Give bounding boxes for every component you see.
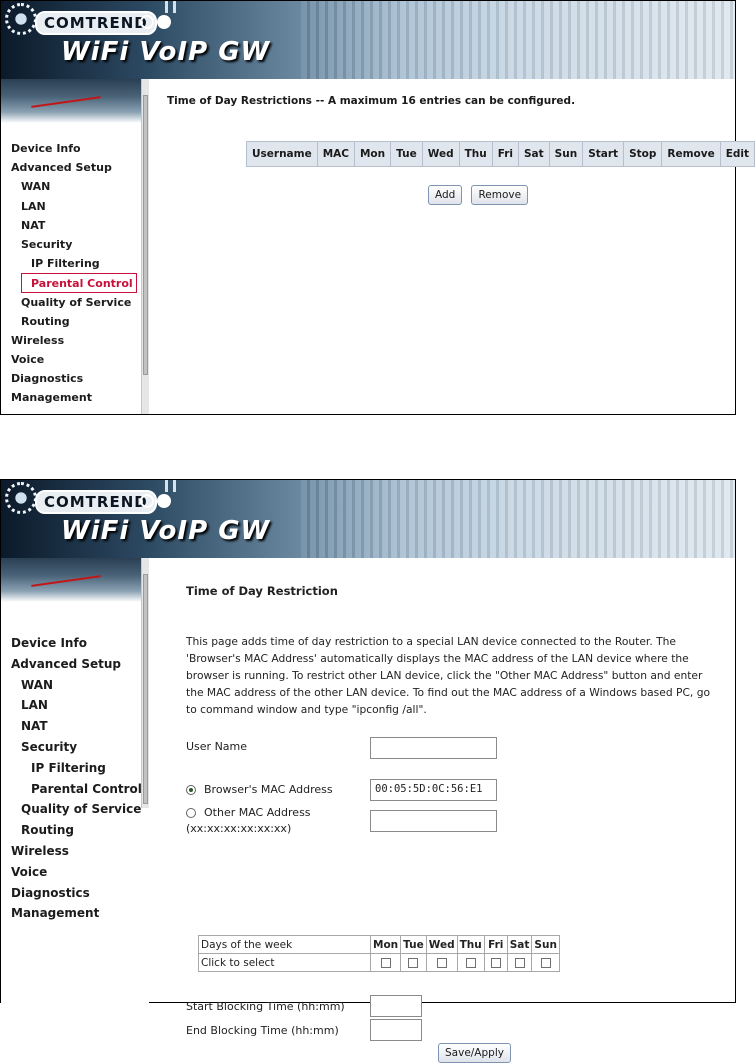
nav-parental-control[interactable]: Parental Control	[31, 781, 142, 796]
column-header: Fri	[492, 142, 518, 167]
sun-checkbox[interactable]	[541, 958, 551, 968]
nav-nat[interactable]: NAT	[21, 218, 46, 232]
sidebar-art	[1, 79, 141, 123]
days-checkbox-row	[199, 954, 560, 972]
remove-button[interactable]: Remove	[471, 185, 528, 205]
day-cell	[401, 954, 427, 972]
time-of-day-restriction-screen	[0, 479, 736, 1059]
day-tue: Tue	[401, 936, 427, 954]
column-header: Edit	[720, 142, 754, 167]
start-time-input[interactable]	[370, 995, 422, 1017]
column-header: Sun	[549, 142, 583, 167]
entries-note: Time of Day Restrictions -- A maximum 16 entries can be configured.	[167, 95, 576, 107]
day-cell	[371, 954, 401, 972]
logo-dot-icon	[157, 494, 171, 508]
nav-quality-of-service[interactable]: Quality of Service	[21, 295, 132, 309]
sat-checkbox[interactable]	[515, 958, 525, 968]
other-mac-option[interactable]	[186, 806, 311, 819]
nav-quality-of-service[interactable]: Quality of Service	[21, 802, 142, 817]
days-label: Days of the week	[199, 936, 371, 954]
nav-lan[interactable]: LAN	[21, 199, 46, 213]
nav-lan[interactable]: LAN	[21, 698, 48, 713]
sidebar-scrollbar[interactable]	[141, 79, 149, 414]
banner-pattern	[301, 480, 735, 558]
column-header: Tue	[391, 142, 423, 167]
column-header: Remove	[662, 142, 720, 167]
company-logo: COMTREND	[35, 490, 157, 514]
nav-ip-filtering[interactable]: IP Filtering	[31, 760, 106, 775]
nav-wan[interactable]: WAN	[21, 180, 51, 194]
logo-ring-icon	[140, 494, 154, 508]
tue-checkbox[interactable]	[408, 958, 418, 968]
other-mac-radio[interactable]	[186, 808, 196, 818]
banner-tick	[173, 480, 176, 492]
nav-parental-control[interactable]: Parental Control	[21, 273, 137, 292]
sidebar-art	[1, 558, 141, 602]
column-header: MAC	[317, 142, 354, 167]
fri-checkbox[interactable]	[491, 958, 501, 968]
logo-ring-icon	[140, 15, 154, 29]
day-cell	[457, 954, 484, 972]
nav-menu	[1, 633, 142, 924]
other-mac-hint: (xx:xx:xx:xx:xx:xx)	[186, 822, 292, 835]
other-mac-label: Other MAC Address	[204, 806, 311, 819]
nav-security[interactable]: Security	[21, 237, 73, 251]
sidebar-scrollbar[interactable]	[141, 558, 149, 808]
banner-pattern	[301, 1, 735, 79]
day-cell	[484, 954, 507, 972]
nav-diagnostics[interactable]: Diagnostics	[11, 372, 84, 386]
nav-routing[interactable]: Routing	[21, 314, 70, 328]
nav-management[interactable]: Management	[11, 391, 92, 405]
wed-checkbox[interactable]	[437, 958, 447, 968]
browser-mac-option[interactable]	[186, 783, 333, 796]
company-logo: COMTREND	[35, 11, 157, 35]
start-time-label: Start Blocking Time (hh:mm)	[186, 1000, 345, 1013]
sidebar	[1, 558, 149, 1004]
day-fri: Fri	[484, 936, 507, 954]
column-header: Username	[247, 142, 318, 167]
column-header: Sat	[519, 142, 550, 167]
day-sat: Sat	[507, 936, 532, 954]
browser-mac-field[interactable]: 00:05:5D:0C:56:E1	[370, 779, 497, 801]
user-name-label: User Name	[186, 740, 248, 753]
main-content	[167, 95, 750, 201]
banner-tick	[165, 480, 168, 492]
page-description: This page adds time of day restriction to a special LAN device connected to the Router. The 'Browser's MAC Address' automatically displays the MAC address of the LAN device where the browser is running. To restrict other LAN device, click the "Other MAC Address" button and enter the MAC address of the other LAN device. To find out the MAC address of a Windows based PC, go to command window and type "ipconfig /all".	[186, 635, 711, 716]
column-header: Wed	[422, 142, 459, 167]
nav-ip-filtering[interactable]: IP Filtering	[31, 257, 100, 271]
user-name-input[interactable]	[370, 737, 497, 759]
day-thu: Thu	[457, 936, 484, 954]
banner	[1, 480, 735, 558]
product-name: WiFi VoIP GW	[61, 37, 271, 67]
gear-logo-icon	[5, 3, 37, 35]
day-cell	[507, 954, 532, 972]
end-time-label: End Blocking Time (hh:mm)	[186, 1024, 339, 1037]
product-name: WiFi VoIP GW	[61, 516, 271, 546]
save-apply-button[interactable]: Save/Apply	[438, 1043, 511, 1063]
nav-voice[interactable]: Voice	[11, 864, 48, 879]
nav-menu	[1, 139, 137, 408]
page-title: Time of Day Restriction	[186, 584, 338, 598]
browser-mac-radio[interactable]	[186, 785, 196, 795]
banner-tick	[165, 1, 168, 13]
browser-mac-label: Browser's MAC Address	[204, 783, 333, 796]
days-of-week-table	[198, 935, 560, 972]
nav-wireless[interactable]: Wireless	[11, 843, 69, 858]
click-to-select-label: Click to select	[199, 954, 371, 972]
day-cell	[426, 954, 457, 972]
nav-wireless[interactable]: Wireless	[11, 333, 65, 347]
nav-advanced-setup[interactable]: Advanced Setup	[11, 656, 122, 671]
day-mon: Mon	[371, 936, 401, 954]
nav-voice[interactable]: Voice	[11, 353, 45, 367]
nav-management[interactable]: Management	[11, 906, 100, 921]
day-cell	[532, 954, 560, 972]
column-header: Mon	[354, 142, 390, 167]
banner-tick	[173, 1, 176, 13]
add-button[interactable]: Add	[428, 185, 462, 205]
day-wed: Wed	[426, 936, 457, 954]
thu-checkbox[interactable]	[466, 958, 476, 968]
nav-advanced-setup[interactable]: Advanced Setup	[11, 161, 112, 175]
gear-logo-icon	[5, 482, 37, 514]
logo-dot-icon	[157, 15, 171, 29]
table-header-row	[247, 142, 755, 167]
nav-security[interactable]: Security	[21, 739, 78, 754]
day-sun: Sun	[532, 936, 560, 954]
banner	[1, 1, 735, 79]
mon-checkbox[interactable]	[381, 958, 391, 968]
other-mac-input[interactable]	[370, 810, 497, 832]
nav-routing[interactable]: Routing	[21, 823, 75, 838]
column-header: Stop	[624, 142, 662, 167]
parental-control-list-screen	[0, 0, 750, 415]
nav-nat[interactable]: NAT	[21, 719, 48, 734]
days-header-row	[199, 936, 560, 954]
scrollbar-thumb[interactable]	[143, 574, 148, 804]
nav-diagnostics[interactable]: Diagnostics	[11, 885, 90, 900]
end-time-input[interactable]	[370, 1019, 422, 1041]
column-header: Start	[583, 142, 624, 167]
column-header: Thu	[459, 142, 492, 167]
scrollbar-thumb[interactable]	[143, 95, 148, 375]
nav-device-info[interactable]: Device Info	[11, 636, 87, 650]
restrictions-table	[246, 141, 755, 167]
nav-wan[interactable]: WAN	[21, 677, 54, 692]
action-buttons	[428, 183, 532, 205]
sidebar	[1, 79, 149, 414]
nav-device-info[interactable]: Device Info	[11, 142, 81, 155]
